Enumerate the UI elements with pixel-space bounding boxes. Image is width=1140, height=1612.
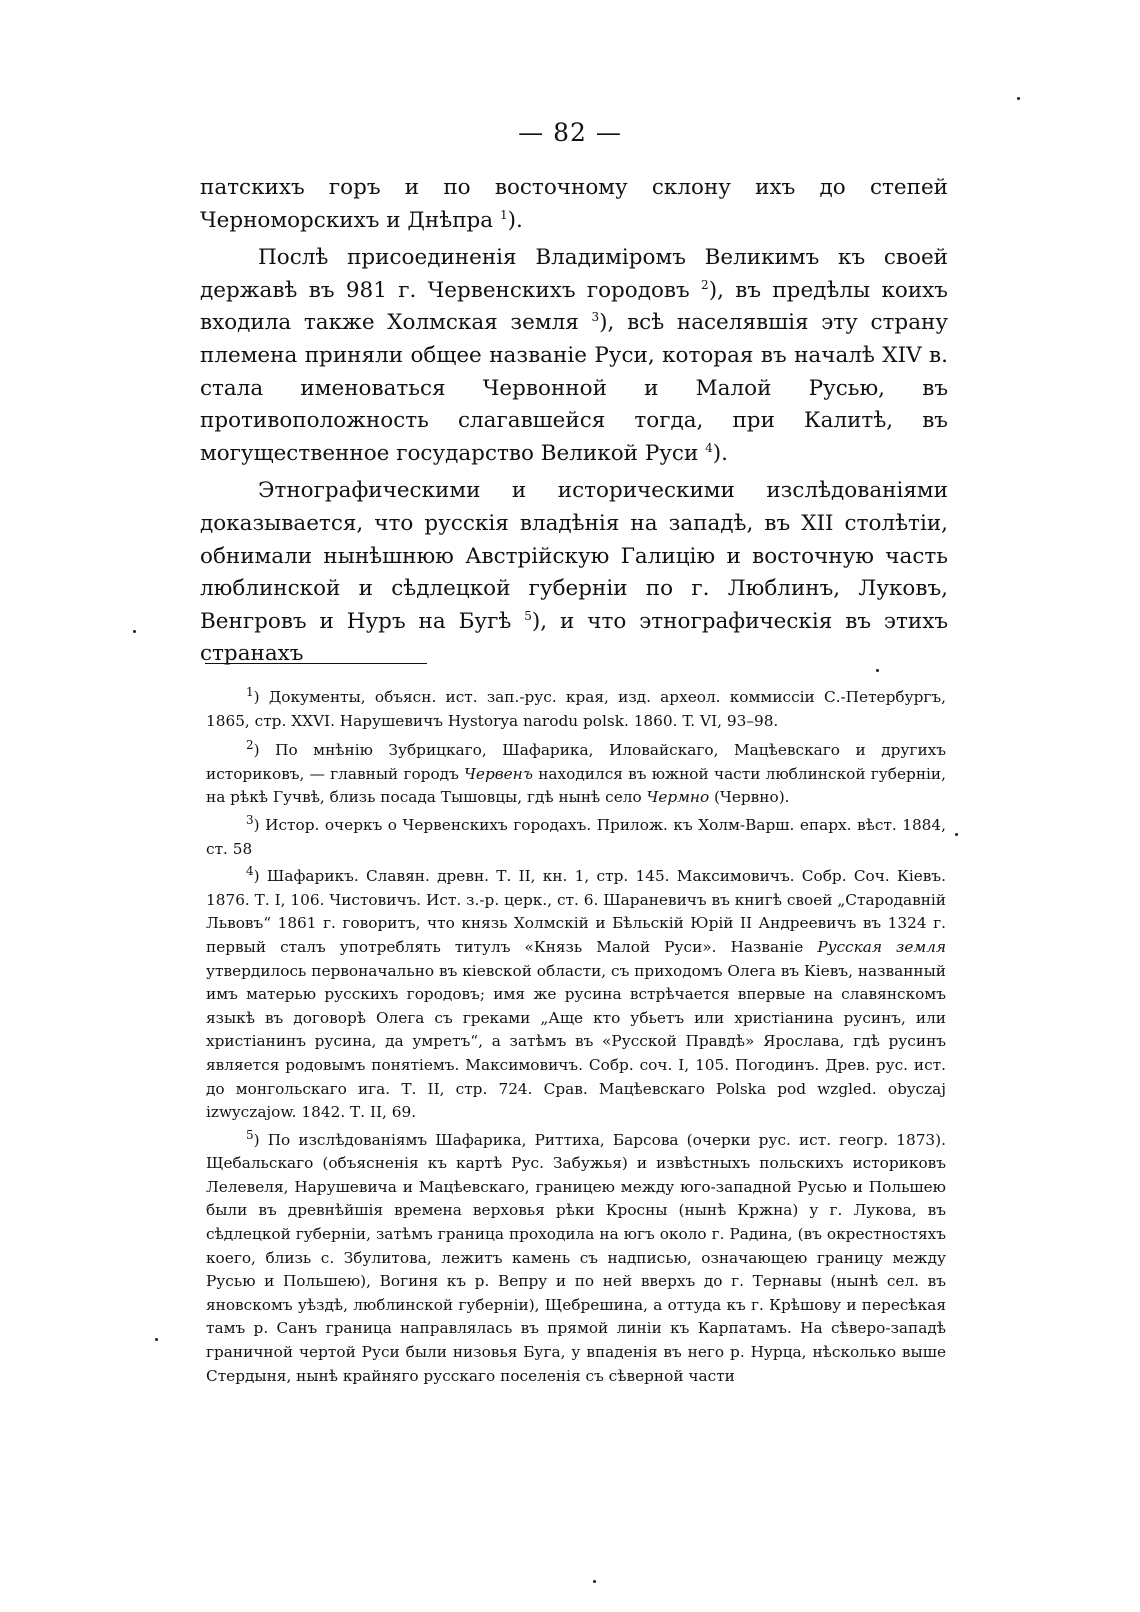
page-number: — 82 —: [518, 118, 622, 147]
footnote-3: $^3$) Истор. очеркъ о Червенскихъ городахъ. Прилож. къ Холм-Варш. епарх. вѣст. 1884, ст. 58: [206, 812, 946, 858]
footnote-ref-5: 5: [524, 608, 532, 623]
footnote-ref-4: 4: [705, 440, 713, 455]
footnote-4: $^4$) Шафарикъ. Славян. древн. Т. II, кн. 1, стр. 145. Максимовичъ. Собр. Соч. Кіевъ. 1876. Т. I, 106. Чистовичъ. Ист. з.-р. церк., ст. 6. Шараневичъ въ книгѣ своей „Стародавній Львовъ“ 1861 г. говоритъ, что князь Холмскій и Бѣльскій Юрій II Андреевичъ въ 1324 г. первый сталъ употреблять титулъ «Князь Малой Руси». Названіе Русская земля утвердилось первоначально въ кіевской области, съ приходомъ Олега въ Кіевъ, названный имъ матерью русскихъ городовъ; имя же русина встрѣчается впервые на славянскомъ языкѣ въ договорѣ Олега съ греками „Аще кто убьетъ или христіанина русинъ, или христіанинъ русина, да умретъ“, а затѣмъ въ «Русской Правдѣ» Ярослава, гдѣ русинъ является родовымъ понятіемъ. Максимовичъ. Собр. соч. I, 105. Погодинъ. Древ. рус. ист. до монгольскаго ига. Т. II, стр. 724. Срав. Мацѣевскаго Polska pod wzgled. obyczaj izwyczajow. 1842. Т. II, 69.: [206, 864, 946, 1122]
footnotes: [206, 686, 946, 1392]
footnote-ref-3: 3: [591, 310, 600, 325]
footnote-5: $^5$) По изслѣдованіямъ Шафарика, Риттиха, Барсова (очерки рус. ист. геогр. 1873). Щебальскаго (объясненія къ картѣ Рус. Забужья) и извѣстныхъ польскихъ историковъ Лелевеля, Нарушевича и Мацѣевскаго, границею между юго-западной Русью и Польшею были въ древнѣйшія времена верховья рѣки Кросны (нынѣ Кржна) у г. Лукова, въ сѣдлецкой губерніи, затѣмъ граница проходила на югъ около г. Радина, (въ окрестностяхъ коего, близь с. Збулитова, лежитъ камень съ надписью, означающею границу между Русью и Польшею), Вогиня къ р. Вепру и по ней вверхъ до г. Тернавы (нынѣ сел. въ яновскомъ уѣздѣ, люблинской губерніи), Щебрешина, а оттуда къ г. Крѣшову и пересѣкая тамъ р. Санъ граница направлялась въ прямой линіи къ Карпатамъ. На сѣверо-западѣ граничной чертой Руси были низовья Буга, у впаденія въ него р. Нурца, нѣсколько выше Стердыня, нынѣ крайняго русскаго поселенія съ сѣверной части: [206, 1127, 946, 1385]
scan-speck: [955, 833, 958, 836]
scan-speck: [876, 669, 879, 672]
scan-speck: [593, 1580, 596, 1583]
footnote-ref-2: 2: [701, 277, 709, 292]
paragraph-3: Этнографическими и историческими изслѣдованіями доказывается, что русскія владѣнія на западѣ, въ XII столѣтіи, обнимали нынѣшнюю Австрійскую Галицію и восточную часть люблинской и сѣдлецкой губерніи по г. Люблинъ, Луковъ, Венгровъ и Нуръ на Бугѣ $^5$), и что этнографическія въ этихъ странахъ: [200, 478, 948, 667]
scan-speck: [155, 1338, 158, 1341]
paragraph-1: патскихъ горъ и по восточному склону ихъ до степей Черноморскихъ и Днѣпра $^1$).: [200, 175, 948, 233]
footnote-1: $^1$) Документы, объясн. ист. зап.-рус. края, изд. археол. коммиссіи С.-Петербургъ, 1865, стр. XXVI. Нарушевичъ Hystorya narodu polsk. 1860. T. VI, 93–98.: [206, 684, 946, 730]
footnote-separator: [205, 663, 427, 664]
main-text: [200, 172, 948, 676]
scan-speck: [1017, 97, 1020, 100]
paragraph-2: Послѣ присоединенія Владиміромъ Великимъ къ своей державѣ въ 981 г. Червенскихъ городовъ $^2$), въ предѣлы коихъ входила также Холмская земля $^3$), всѣ населявшія эту страну племена приняли общее названіе Руси, которая въ началѣ XIV в. стала именоваться Червонной и Малой Русью, въ противоположность слагавшейся тогда, при Калитѣ, въ могущественное государство Великой Руси $^4$).: [200, 245, 948, 466]
footnote-2: $^2$) По мнѣнію Зубрицкаго, Шафарика, Иловайскаго, Мацѣевскаго и другихъ историковъ, — главный городъ Червенъ находился въ южной части люблинской губерніи, на рѣкѣ Гучвѣ, близь посада Тышовцы, гдѣ нынѣ село Чермно (Червно).: [206, 738, 946, 807]
scan-speck: [133, 630, 136, 633]
footnote-ref-1: 1: [499, 207, 508, 222]
